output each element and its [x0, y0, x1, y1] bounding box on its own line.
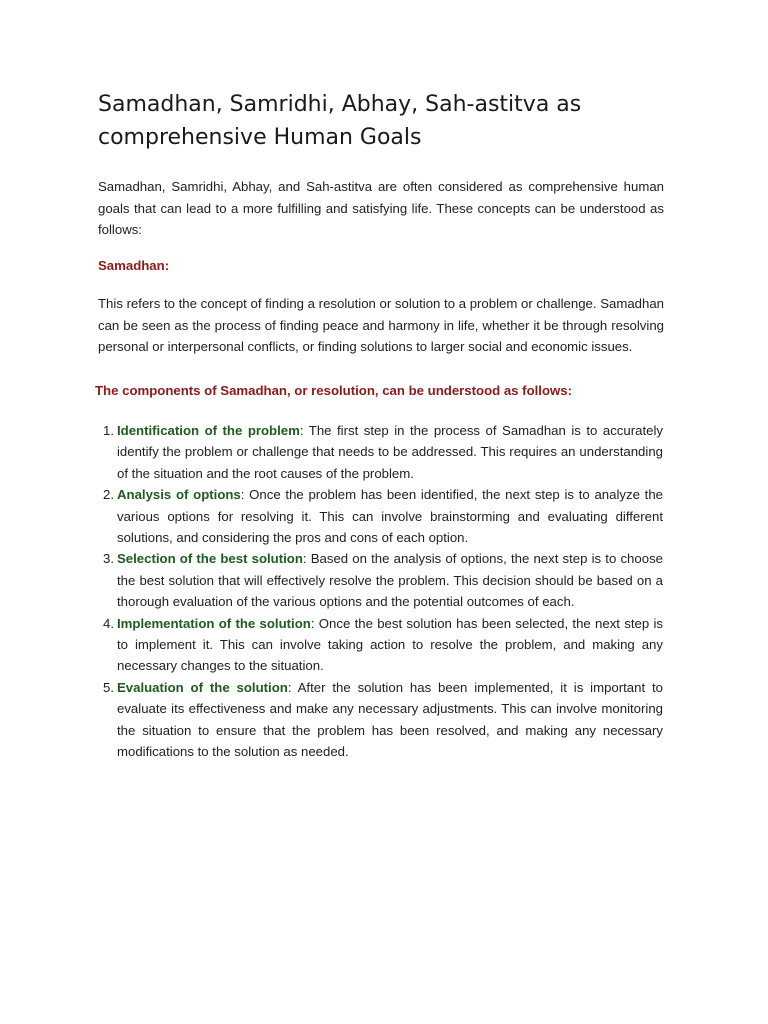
list-item-number: 2. — [103, 487, 114, 503]
list-item-term: Implementation of the solution — [117, 615, 311, 631]
list-item-text: : After the solution has been implemented, it is important to evaluate its effectiveness and make any necessary adjustments. This can involve monitoring the situation to ensure that the problem has been resolved, and making any necessary modifications to the solution as needed. — [117, 679, 664, 760]
list-item — [103, 613, 663, 677]
list-item — [103, 677, 664, 763]
list-item-number: 4. — [103, 615, 114, 631]
list-item-text: : The first step in the process of Samadhan is to accurately identify the problem or challenge that needs to be addressed. This requires an understanding of the situation and the root causes of the problem. — [117, 423, 663, 481]
components-list — [103, 420, 664, 763]
list-item-text: : Based on the analysis of options, the next step is to choose the best solution that will effectively resolve the problem. This decision should be based on a thorough evaluation of the various options and the potential outcomes of each. — [117, 551, 663, 610]
list-item — [103, 548, 663, 612]
intro-paragraph: Samadhan, Samridhi, Abhay, and Sah-astitva are often considered as comprehensive human goals that can lead to a more fulfilling and satisfying life. These concepts can be understood as follows: — [98, 179, 664, 237]
list-item-number: 3. — [103, 551, 114, 567]
list-item-text: : Once the best solution has been selected, the next step is to implement it. This can involve taking action to resolve the problem, and making any necessary changes to the situation. — [117, 615, 663, 674]
list-item — [103, 420, 663, 484]
list-item-number: 1. — [103, 423, 114, 438]
components-heading: The components of Samadhan, or resolution, can be understood as follows: — [95, 383, 572, 398]
list-item — [103, 484, 663, 548]
list-item-term: Identification of the problem — [117, 423, 300, 438]
section-heading-samadhan: Samadhan: — [98, 258, 170, 273]
list-item-term: Evaluation of the solution — [117, 679, 288, 695]
list-item-text: : Once the problem has been identified, the next step is to analyze the various options for resolving it. This can involve brainstorming and evaluating different solutions, and considering the pros and cons of each option. — [117, 487, 663, 546]
list-item-number: 5. — [103, 679, 114, 695]
list-item-term: Analysis of options — [117, 487, 241, 503]
list-item-term: Selection of the best solution — [117, 551, 303, 567]
page-title: Samadhan, Samridhi, Abhay, Sah-astitva as comprehensive Human Goals — [98, 92, 582, 150]
samadhan-definition-paragraph: This refers to the concept of finding a resolution or solution to a problem or challenge. Samadhan can be seen as the process of finding peace and harmony in life, whether it be through resolving personal or interpersonal conflicts, or finding solutions to larger social and economic issues. — [98, 296, 664, 354]
